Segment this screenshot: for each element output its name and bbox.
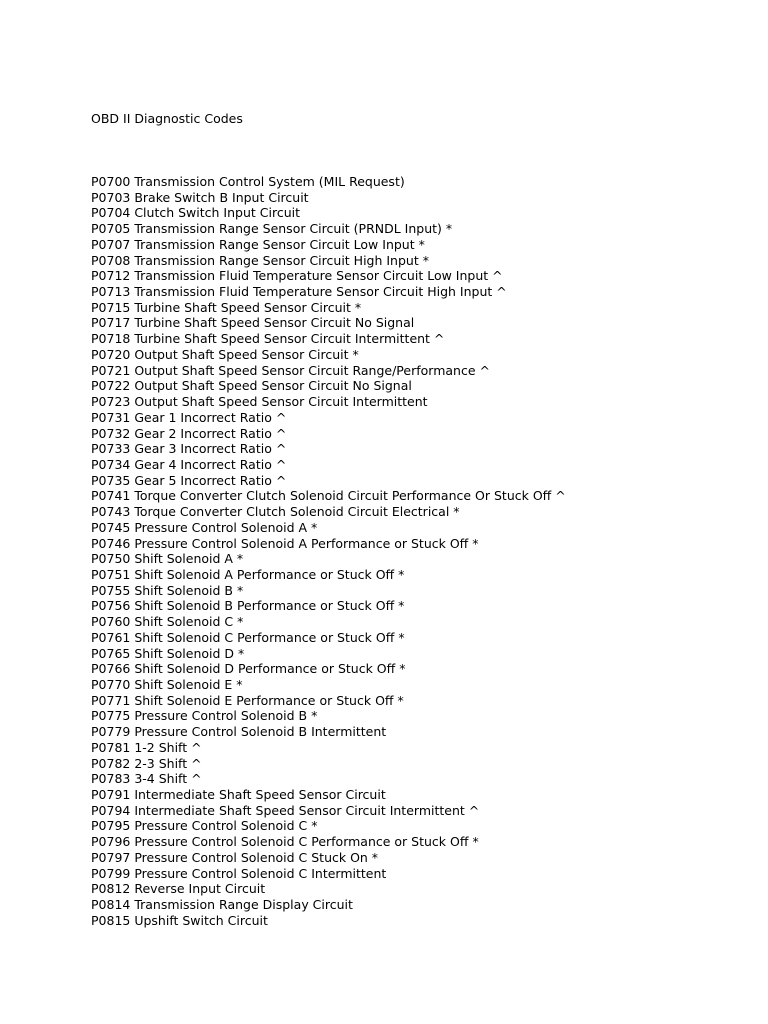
diagnostic-code-line: P0791 Intermediate Shaft Speed Sensor Circuit [91, 787, 386, 803]
diagnostic-code-line: P0782 2-3 Shift ^ [91, 755, 202, 771]
diagnostic-code-line: P0720 Output Shaft Speed Sensor Circuit * [91, 346, 359, 362]
diagnostic-code-line: P0761 Shift Solenoid C Performance or Stuck Off * [91, 629, 405, 645]
diagnostic-code-line: P0779 Pressure Control Solenoid B Intermittent [91, 724, 387, 740]
diagnostic-code-line: P0751 Shift Solenoid A Performance or Stuck Off * [91, 566, 405, 582]
diagnostic-code-line: P0812 Reverse Input Circuit [91, 881, 266, 897]
diagnostic-code-line: P0707 Transmission Range Sensor Circuit Low Input * [91, 236, 425, 252]
diagnostic-code-line: P0732 Gear 2 Incorrect Ratio ^ [91, 425, 287, 441]
diagnostic-code-line: P0734 Gear 4 Incorrect Ratio ^ [91, 456, 287, 472]
diagnostic-code-line: P0783 3-4 Shift ^ [91, 771, 202, 787]
diagnostic-code-line: P0796 Pressure Control Solenoid C Performance or Stuck Off * [91, 834, 479, 850]
diagnostic-code-line: P0760 Shift Solenoid C * [91, 614, 244, 630]
diagnostic-code-line: P0741 Torque Converter Clutch Solenoid Circuit Performance Or Stuck Off ^ [91, 488, 566, 504]
diagnostic-code-line: P0708 Transmission Range Sensor Circuit High Input * [91, 252, 429, 268]
diagnostic-code-line: P0712 Transmission Fluid Temperature Sensor Circuit Low Input ^ [91, 268, 503, 284]
diagnostic-code-line: P0815 Upshift Switch Circuit [91, 912, 268, 928]
diagnostic-code-line: P0715 Turbine Shaft Speed Sensor Circuit * [91, 299, 362, 315]
diagnostic-code-line: P0814 Transmission Range Display Circuit [91, 897, 353, 913]
diagnostic-code-line: P0705 Transmission Range Sensor Circuit (PRNDL Input) * [91, 221, 453, 237]
diagnostic-code-line: P0731 Gear 1 Incorrect Ratio ^ [91, 409, 287, 425]
diagnostic-code-line: P0799 Pressure Control Solenoid C Intermittent [91, 865, 387, 881]
diagnostic-code-line: P0775 Pressure Control Solenoid B * [91, 708, 318, 724]
diagnostic-code-line: P0700 Transmission Control System (MIL Request) [91, 174, 405, 189]
diagnostic-code-line: P0723 Output Shaft Speed Sensor Circuit Intermittent [91, 394, 428, 410]
diagnostic-code-line: P0703 Brake Switch B Input Circuit [91, 189, 309, 205]
diagnostic-code-line: P0743 Torque Converter Clutch Solenoid Circuit Electrical * [91, 504, 460, 520]
diagnostic-code-line: P0755 Shift Solenoid B * [91, 582, 244, 598]
diagnostic-code-line: P0722 Output Shaft Speed Sensor Circuit No Signal [91, 378, 412, 394]
diagnostic-code-line: P0717 Turbine Shaft Speed Sensor Circuit No Signal [91, 315, 415, 331]
diagnostic-code-line: P0735 Gear 5 Incorrect Ratio ^ [91, 472, 287, 488]
diagnostic-code-line: P0713 Transmission Fluid Temperature Sensor Circuit High Input ^ [91, 284, 507, 300]
diagnostic-code-line: P0794 Intermediate Shaft Speed Sensor Circuit Intermittent ^ [91, 802, 480, 818]
diagnostic-code-line: P0756 Shift Solenoid B Performance or Stuck Off * [91, 598, 405, 614]
document-title: OBD II Diagnostic Codes [91, 111, 243, 126]
diagnostic-code-line: P0771 Shift Solenoid E Performance or Stuck Off * [91, 692, 404, 708]
diagnostic-code-line: P0745 Pressure Control Solenoid A * [91, 519, 318, 535]
diagnostic-code-line: P0750 Shift Solenoid A * [91, 551, 244, 567]
diagnostic-code-line: P0721 Output Shaft Speed Sensor Circuit Range/Performance ^ [91, 362, 490, 378]
diagnostic-code-line: P0795 Pressure Control Solenoid C * [91, 818, 318, 834]
diagnostic-code-line: P0704 Clutch Switch Input Circuit [91, 205, 300, 221]
diagnostic-code-line: P0733 Gear 3 Incorrect Ratio ^ [91, 441, 287, 457]
diagnostic-code-line: P0797 Pressure Control Solenoid C Stuck On * [91, 849, 379, 865]
diagnostic-code-list [91, 174, 566, 929]
diagnostic-code-line: P0766 Shift Solenoid D Performance or Stuck Off * [91, 661, 406, 677]
diagnostic-code-line: P0770 Shift Solenoid E * [91, 677, 243, 692]
diagnostic-code-line: P0781 1-2 Shift ^ [91, 739, 202, 755]
diagnostic-code-line: P0718 Turbine Shaft Speed Sensor Circuit Intermittent ^ [91, 331, 445, 347]
diagnostic-code-line: P0746 Pressure Control Solenoid A Performance or Stuck Off * [91, 535, 479, 551]
diagnostic-code-line: P0765 Shift Solenoid D * [91, 645, 245, 661]
